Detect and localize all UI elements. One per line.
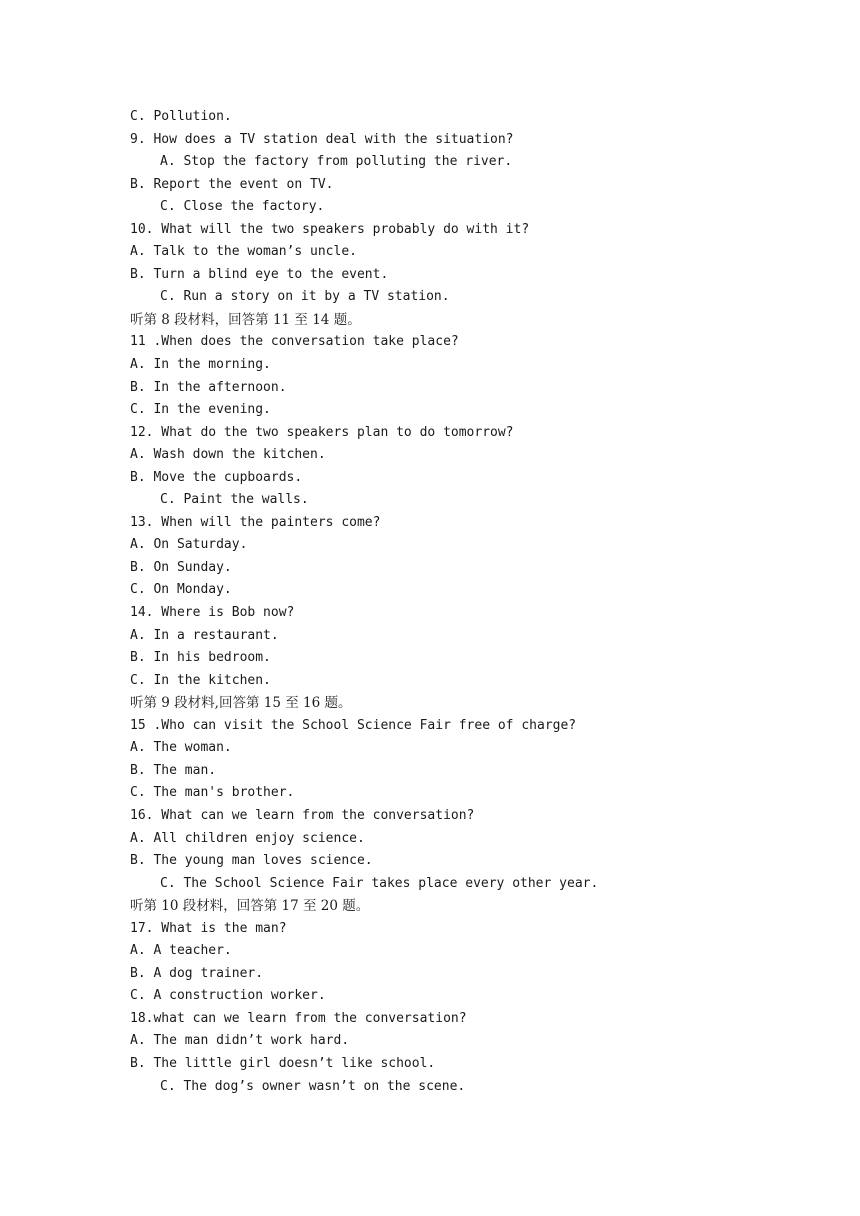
question-text: 10. What will the two speakers probably do with it? — [130, 221, 530, 237]
answer-option: C. A construction worker. — [130, 988, 326, 1004]
answer-option: C. In the kitchen. — [130, 672, 271, 688]
answer-option: A. In the morning. — [130, 357, 271, 373]
answer-option: C. In the evening. — [130, 402, 271, 418]
answer-option: B. In his bedroom. — [130, 650, 271, 666]
answer-option: A. Wash down the kitchen. — [130, 447, 326, 463]
answer-option: A. The woman. — [130, 740, 232, 756]
answer-option: B. On Sunday. — [130, 559, 232, 575]
answer-option: A. A teacher. — [130, 943, 232, 959]
question-text: 17. What is the man? — [130, 920, 287, 936]
answer-option: A. Stop the factory from polluting the river. — [160, 154, 513, 170]
question-text: 13. When will the painters come? — [130, 514, 381, 530]
answer-option: A. In a restaurant. — [130, 627, 279, 643]
question-text: 18.what can we learn from the conversation? — [130, 1010, 467, 1026]
question-text: 12. What do the two speakers plan to do tomorrow? — [130, 424, 514, 440]
answer-option: B. A dog trainer. — [130, 965, 264, 981]
section-heading: 听第 8 段材料，回答第 11 至 14 题。 — [130, 311, 361, 328]
question-text: 11 .When does the conversation take place? — [130, 334, 459, 350]
answer-option: C. Pollution. — [130, 109, 232, 124]
answer-option: C. The man's brother. — [130, 785, 295, 801]
answer-option: A. On Saturday. — [130, 537, 248, 553]
answer-option: A. The man didn’t work hard. — [130, 1033, 350, 1049]
answer-option: B. In the afternoon. — [130, 379, 287, 395]
section-heading: 听第 10 段材料，回答第 17 至 20 题。 — [130, 898, 370, 915]
question-text: 16. What can we learn from the conversation? — [130, 807, 475, 823]
question-text: 15 .Who can visit the School Science Fair free of charge? — [130, 717, 577, 733]
answer-option: C. The School Science Fair takes place every other year. — [160, 875, 599, 891]
answer-option: B. The little girl doesn’t like school. — [130, 1055, 436, 1071]
question-text: 9. How does a TV station deal with the situation? — [130, 131, 514, 147]
section-heading: 听第 9 段材料,回答第 15 至 16 题。 — [130, 695, 352, 712]
answer-option: C. Run a story on it by a TV station. — [160, 289, 450, 305]
question-list — [130, 106, 810, 1098]
answer-option: C. Close the factory. — [160, 199, 325, 215]
answer-option: C. The dog’s owner wasn’t on the scene. — [160, 1078, 466, 1094]
answer-option: C. On Monday. — [130, 582, 232, 598]
answer-option: B. Report the event on TV. — [130, 176, 334, 192]
answer-option: A. Talk to the woman’s uncle. — [130, 244, 357, 260]
answer-option: B. The man. — [130, 762, 217, 778]
answer-option: B. Move the cupboards. — [130, 469, 303, 485]
answer-option: B. Turn a blind eye to the event. — [130, 266, 389, 282]
question-text: 14. Where is Bob now? — [130, 605, 295, 621]
answer-option: C. Paint the walls. — [160, 492, 309, 508]
answer-option: A. All children enjoy science. — [130, 830, 365, 846]
answer-option: B. The young man loves science. — [130, 853, 373, 869]
